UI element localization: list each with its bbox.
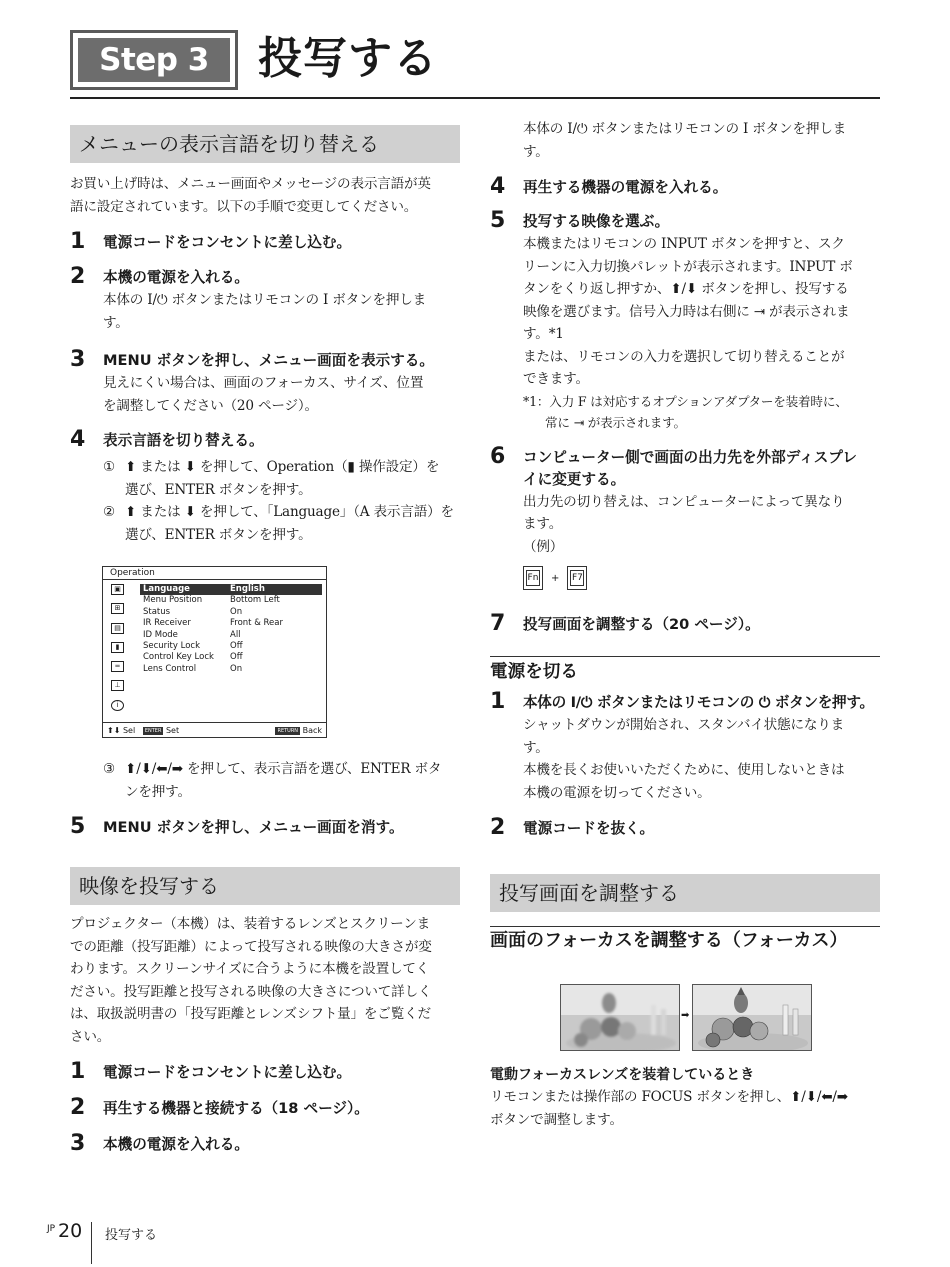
return-button-icon: RETURN	[277, 727, 299, 734]
text-line: 選び、ENTER ボタンを押す。	[125, 481, 312, 498]
f7-key-icon	[567, 566, 587, 590]
step-6	[490, 443, 880, 591]
step-number: 6	[490, 443, 506, 469]
step-number: 7	[490, 611, 506, 636]
menu-title: Operation	[110, 568, 155, 578]
text-line: 常に ⇥ が表示されます。	[545, 414, 686, 430]
text-line: す。	[523, 739, 549, 756]
step-7	[490, 611, 880, 636]
step-body	[523, 491, 880, 559]
key-label: Fn	[526, 570, 540, 586]
operation-menu-screenshot	[102, 566, 327, 738]
picture-icon: ▣	[111, 584, 124, 595]
fruit-still-life-sharp	[693, 985, 812, 1051]
footer-divider	[91, 1222, 92, 1264]
divider	[490, 656, 880, 657]
step-2	[70, 264, 460, 334]
section-heading-menu-language: メニューの表示言語を切り替える	[70, 125, 460, 163]
divider	[103, 722, 326, 723]
circled-number: ①	[103, 459, 115, 475]
step-number: 4	[70, 427, 86, 452]
step-title: 電源コードをコンセントに差し込む。	[103, 234, 352, 251]
fn-key-icon	[523, 566, 543, 590]
step-badge	[70, 30, 238, 90]
step-3	[70, 1131, 460, 1156]
step-number: 1	[70, 1059, 86, 1084]
substep-2	[103, 501, 460, 546]
menu-value: Off	[230, 652, 243, 663]
step-title: イに変更する。	[523, 470, 626, 488]
text-line: 本体の I/⏻ ボタンまたはリモコンの I ボタンを押しま	[103, 292, 427, 308]
menu-row	[140, 630, 322, 641]
step-number: 3	[70, 1131, 86, 1156]
page-title: 投写する	[258, 33, 438, 84]
arrow-right-icon: ➡	[681, 1010, 690, 1021]
step-body	[523, 118, 880, 163]
text-line: わります。スクリーンサイズに合うように本機を設置してく	[70, 961, 430, 977]
step-5	[490, 208, 880, 433]
step-number: 1	[490, 689, 506, 714]
intro-paragraph	[70, 173, 460, 218]
text-line: す。*1	[523, 326, 564, 342]
text-line: 見えにくい場合は、画面のフォーカス、サイズ、位置	[103, 375, 424, 391]
step-4	[70, 427, 460, 546]
step-title: 投写画面を調整する（20 ページ）。	[523, 616, 760, 633]
focus-after-image	[692, 984, 812, 1051]
step-title: MENU ボタンを押し、メニュー画面を消す。	[103, 819, 404, 836]
connection-icon: ═	[111, 661, 124, 672]
text-line: 選び、ENTER ボタンを押す。	[125, 526, 312, 543]
right-column	[490, 118, 880, 954]
text-line: 本機の電源を切ってください。	[523, 784, 711, 801]
text-line: 本機またはリモコンの INPUT ボタンを押すと、スク	[523, 236, 845, 252]
menu-value: English	[230, 584, 265, 594]
step-title: MENU ボタンを押し、メニュー画面を表示する。	[103, 352, 434, 369]
text-line: さい。	[70, 1028, 111, 1045]
intro-paragraph	[70, 913, 460, 1048]
operation-icon: ▮	[111, 642, 124, 653]
menu-value: Off	[230, 640, 243, 651]
step-number: 1	[70, 229, 86, 254]
function-icon: ▤	[111, 623, 124, 634]
step-title: 表示言語を切り替える。	[103, 432, 264, 449]
step-title: 本体の I/⏻ ボタンまたはリモコンの ⏻ ボタンを押す。	[523, 694, 874, 711]
enter-button-icon: ENTER	[144, 727, 162, 734]
step-number: 2	[70, 1095, 86, 1120]
menu-rows	[140, 584, 322, 675]
section-heading-power-off: 電源を切る	[490, 662, 578, 682]
text-line: プロジェクター（本機）は、装着するレンズとスクリーンま	[70, 916, 431, 932]
footnote	[523, 391, 880, 433]
menu-icon-column	[111, 584, 125, 719]
text-line: 出力先の切り替えは、コンピューターによって異なり	[523, 493, 845, 510]
menu-key: Security Lock	[143, 640, 200, 651]
lens-section	[490, 1064, 880, 1131]
step-1	[70, 1059, 460, 1084]
circled-number: ③	[103, 761, 115, 777]
text-line: （例）	[523, 538, 564, 555]
substep-3	[103, 758, 460, 803]
menu-value: All	[230, 629, 241, 640]
menu-footer-left	[107, 726, 179, 735]
language-code: JP	[47, 1224, 56, 1234]
section-heading-adjust: 投写画面を調整する	[490, 874, 880, 912]
step-title: 電源コードを抜く。	[523, 820, 655, 837]
text-line: ⬆/⬇/⬅/➡ を押して、表示言語を選び、ENTER ボタ	[125, 761, 442, 777]
text-line: タンをくり返し押すか、⬆/⬇ ボタンを押し、投写する	[523, 281, 849, 297]
substep-1	[103, 456, 460, 501]
fruit-still-life-blurred	[561, 985, 680, 1051]
menu-key: IR Receiver	[143, 618, 191, 629]
substep-3-wrapper	[70, 758, 460, 803]
text-line: または、リモコンの入力を選択して切り替えることが	[523, 348, 845, 365]
text-line: は、取扱説明書の「投写距離とレンズシフト量」をご覧くだ	[70, 1006, 431, 1022]
header-divider	[70, 97, 880, 99]
step-number: 5	[70, 814, 86, 839]
text-line: ⬆ または ⬇ を押して、「Language」（A 表示言語）を	[125, 504, 454, 520]
text-line: ださい。投写距離と投写される映像の大きさについて詳しく	[70, 983, 432, 1000]
text-line: す。	[523, 143, 549, 160]
menu-key: Control Key Lock	[143, 652, 214, 663]
divider	[103, 579, 326, 580]
step-number: 3	[70, 347, 86, 372]
menu-key: Language	[143, 584, 190, 594]
step-5	[70, 814, 460, 839]
subsection-heading-focus: 画面のフォーカスを調整する（フォーカス）	[490, 930, 848, 951]
text-line: 本機を長くお使いいただくために、使用しないときは	[523, 762, 845, 778]
step-title: 投写する映像を選ぶ。	[523, 213, 670, 230]
menu-key: Lens Control	[143, 663, 197, 674]
step-label: Step 3	[78, 38, 230, 82]
step-1	[70, 229, 460, 254]
text-line: を調整してください（20 ページ）。	[103, 397, 318, 414]
screen-icon: ⊞	[111, 603, 124, 614]
menu-row	[140, 607, 322, 618]
information-icon: i	[111, 700, 124, 711]
step-body	[103, 372, 460, 417]
menu-footer-right	[275, 726, 322, 735]
power-step-1	[490, 689, 880, 804]
menu-row	[140, 618, 322, 629]
menu-value: Front & Rear	[230, 618, 283, 629]
text-line: ます。	[523, 516, 563, 532]
lens-body	[490, 1086, 880, 1131]
step-body	[523, 233, 880, 391]
text-line: リモコンまたは操作部の FOCUS ボタンを押し、⬆/⬇/⬅/➡	[490, 1089, 848, 1105]
circled-number: ②	[103, 504, 115, 520]
back-label: Back	[302, 726, 322, 735]
menu-key: ID Mode	[143, 629, 178, 640]
step-3-continued	[490, 118, 880, 163]
menu-key: Status	[143, 606, 171, 617]
step-title: 再生する機器と接続する（18 ページ）。	[103, 1100, 369, 1117]
section-heading-project: 映像を投写する	[70, 867, 460, 905]
step-2	[70, 1095, 460, 1120]
key-combination	[523, 566, 880, 590]
step-title: 本機の電源を入れる。	[103, 269, 249, 286]
step-3	[70, 347, 460, 417]
sel-label: Sel	[122, 726, 136, 735]
step-title: 本機の電源を入れる。	[103, 1136, 249, 1153]
set-label: Set	[165, 726, 180, 735]
step-number: 2	[70, 264, 86, 289]
text-line: できます。	[523, 371, 589, 387]
left-column	[70, 125, 460, 1156]
text-line: お買い上げ時は、メニュー画面やメッセージの表示言語が英	[70, 176, 431, 192]
step-title: 再生する機器の電源を入れる。	[523, 179, 728, 196]
step-number: 2	[490, 815, 506, 840]
step-body	[103, 289, 460, 334]
text-line: ⬆ または ⬇ を押して、Operation（▮ 操作設定）を	[125, 459, 440, 475]
step-number: 5	[490, 208, 506, 233]
menu-row	[140, 641, 322, 652]
text-line: す。	[103, 314, 129, 331]
text-line: 語に設定されています。以下の手順で変更してください。	[70, 198, 418, 215]
menu-row-language	[140, 584, 322, 595]
text-line: 映像を選びます。信号入力時は右側に ⇥ が表示されま	[523, 303, 850, 320]
text-line: ンを押す。	[125, 783, 191, 800]
menu-row	[140, 664, 322, 675]
installation-icon: ⊥	[111, 680, 124, 691]
footer-label: 投写する	[105, 1228, 158, 1243]
menu-value: Bottom Left	[230, 595, 280, 606]
text-line: ボタンで調整します。	[490, 1111, 623, 1128]
focus-before-image	[560, 984, 680, 1051]
text-line: リーンに入力切換パレットが表示されます。INPUT ボ	[523, 258, 853, 275]
key-label: F7	[570, 570, 584, 586]
page-number: 20	[58, 1220, 83, 1242]
step-body	[523, 714, 880, 804]
step-title: コンピューター側で画面の出力先を外部ディスプレ	[523, 448, 857, 466]
arrow-updown-icon: ⬆⬇	[107, 726, 121, 735]
text-line: *1：入力 F は対応するオプションアダプターを装着時に、	[523, 393, 848, 409]
menu-footer	[107, 726, 322, 735]
text-line: での距離（投写距離）によって投写される映像の大きさが変	[70, 938, 432, 955]
menu-key: Menu Position	[143, 595, 203, 606]
text-line: シャットダウンが開始され、スタンバイ状態になりま	[523, 717, 845, 733]
lens-heading: 電動フォーカスレンズを装着しているとき	[490, 1067, 755, 1083]
step-title: 電源コードをコンセントに差し込む。	[103, 1064, 352, 1081]
divider	[490, 926, 880, 927]
power-step-2	[490, 815, 880, 840]
text-line: 本体の I/⏻ ボタンまたはリモコンの I ボタンを押しま	[523, 121, 847, 137]
menu-value: On	[230, 663, 243, 674]
menu-row	[140, 652, 322, 663]
menu-value: On	[230, 606, 243, 617]
step-4	[490, 174, 880, 199]
step-number: 4	[490, 174, 506, 199]
menu-row	[140, 595, 322, 606]
plus-sign: +	[551, 572, 560, 584]
